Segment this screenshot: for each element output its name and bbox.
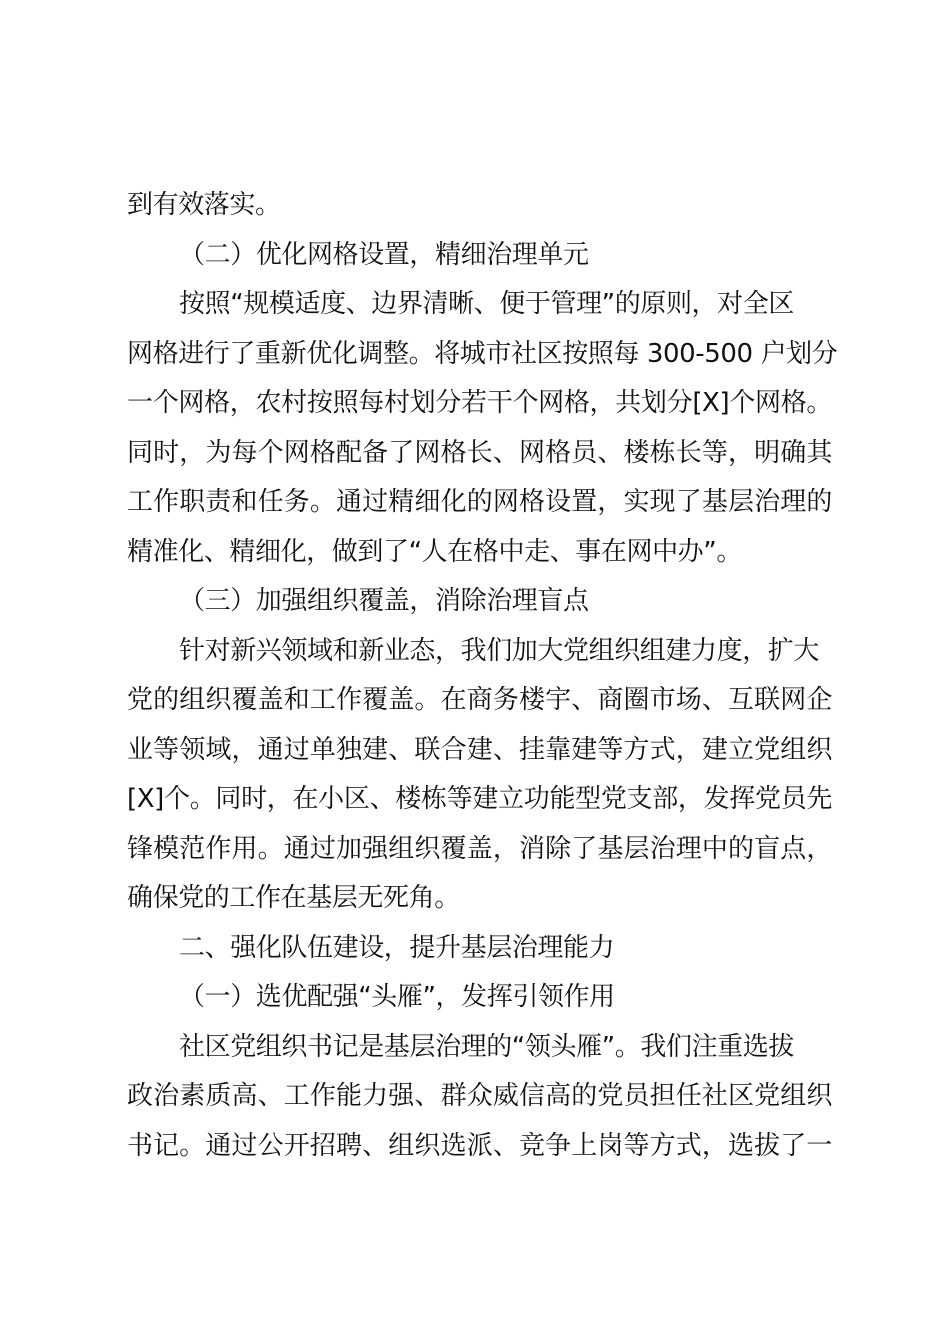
paragraph-line: 业等领域，通过单独建、联合建、挂靠建等方式，建立党组织 (127, 734, 832, 765)
paragraph-line: 网格进行了重新优化调整。将城市社区按照每 300-500 户划分 (127, 338, 838, 369)
paragraph-line: 政治素质高、工作能力强、群众威信高的党员担任社区党组织 (127, 1081, 832, 1111)
paragraph-line: 精准化、精细化，做到了“人在格中走、事在网中办”。 (127, 536, 742, 567)
paragraph-line: 社区党组织书记是基层治理的“领头雁”。我们注重选拔 (179, 1031, 794, 1062)
paragraph-line: 按照“规模适度、边界清晰、便于管理”的原则，对全区 (179, 289, 794, 319)
paragraph-line: [X]个。同时，在小区、楼栋等建立功能型党支部，发挥党员先 (127, 784, 832, 814)
paragraph-line: 书记。通过公开招聘、组织选派、竞争上岗等方式，选拔了一 (127, 1130, 832, 1161)
paragraph-line: 同时，为每个网格配备了网格长、网格员、楼栋长等，明确其 (127, 437, 832, 468)
paragraph-line: 一个网格，农村按照每村划分若干个网格，共划分[X]个网格。 (127, 388, 832, 418)
section-heading: （三）加强组织覆盖，消除治理盲点 (179, 586, 589, 616)
paragraph-line: 确保党的工作在基层无死角。 (127, 883, 460, 913)
paragraph-line: 工作职责和任务。通过精细化的网格设置，实现了基层治理的 (127, 487, 832, 517)
section-heading: （一）选优配强“头雁”，发挥引领作用 (179, 982, 615, 1012)
paragraph-line: 锋模范作用。通过加强组织覆盖，消除了基层治理中的盲点， (127, 833, 832, 864)
document-page (127, 181, 838, 1171)
text-line: 到有效落实。 (127, 190, 281, 220)
paragraph-line: 针对新兴领域和新业态，我们加大党组织组建力度，扩大 (179, 635, 820, 666)
paragraph-line: 党的组织覆盖和工作覆盖。在商务楼宇、商圈市场、互联网企 (127, 685, 832, 715)
section-heading: （二）优化网格设置，精细治理单元 (179, 239, 589, 270)
chapter-heading: 二、强化队伍建设，提升基层治理能力 (179, 932, 615, 963)
